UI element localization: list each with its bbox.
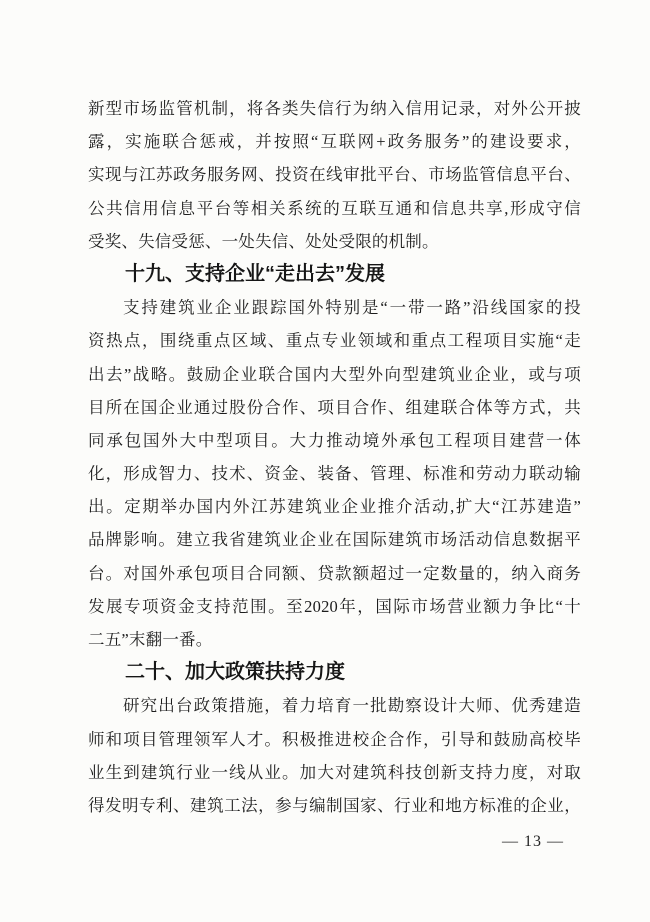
text-line: 二五”末翻一番。	[88, 630, 213, 649]
text-line: 同承包国外大中型项目。大力推动境外承包工程项目建营一体	[88, 430, 581, 450]
text-line: 目所在国企业通过股份合作、项目合作、组建联合体等方式，共	[88, 397, 581, 417]
text-line: 出去”战略。鼓励企业联合国内大型外向型建筑业企业，或与项	[88, 364, 581, 384]
text-line: 化，形成智力、技术、资金、装备、管理、标准和劳动力联动输	[88, 464, 581, 484]
text-line: 公共信用信息平台等相关系统的互联互通和信息共享,形成守信	[88, 198, 581, 218]
text-line: 得发明专利、建筑工法，参与编制国家、行业和地方标准的企业，	[88, 795, 581, 815]
text-line: 实现与江苏政务服务网、投资在线审批平台、市场监管信息平台、	[88, 165, 581, 185]
text-line: 支持建筑业企业跟踪国外特别是“一带一路”沿线国家的投	[123, 298, 581, 318]
text-line: 业生到建筑行业一线从业。加大对建筑科技创新支持力度，对取	[88, 762, 581, 782]
text-line: 出。定期举办国内外江苏建筑业企业推介活动,扩大“江苏建造”	[88, 497, 581, 517]
page-number: — 13 —	[502, 833, 564, 850]
text-line: 资热点，围绕重点区域、重点专业领域和重点工程项目实施“走	[88, 331, 581, 351]
document-body	[88, 92, 581, 822]
text-line: 受奖、失信受惩、一处失信、处处受限的机制。	[88, 231, 439, 251]
section-heading-19: 十九、支持企业“走出去”发展	[125, 262, 385, 285]
text-line: 品牌影响。建立我省建筑业企业在国际建筑市场活动信息数据平	[88, 530, 581, 550]
text-line: 露，实施联合惩戒，并按照“互联网+政务服务”的建设要求，	[88, 132, 581, 152]
section-heading-20: 二十、加大政策扶持力度	[125, 661, 345, 684]
text-line: 发展专项资金支持范围。至2020年，国际市场营业额力争比“十	[88, 596, 581, 616]
text-line: 台。对国外承包项目合同额、贷款额超过一定数量的，纳入商务	[88, 563, 581, 583]
text-line: 师和项目管理领军人才。积极推进校企合作，引导和鼓励高校毕	[88, 729, 581, 749]
text-line: 研究出台政策措施，着力培育一批勘察设计大师、优秀建造	[123, 696, 581, 716]
text-line: 新型市场监管机制，将各类失信行为纳入信用记录，对外公开披	[88, 99, 581, 118]
